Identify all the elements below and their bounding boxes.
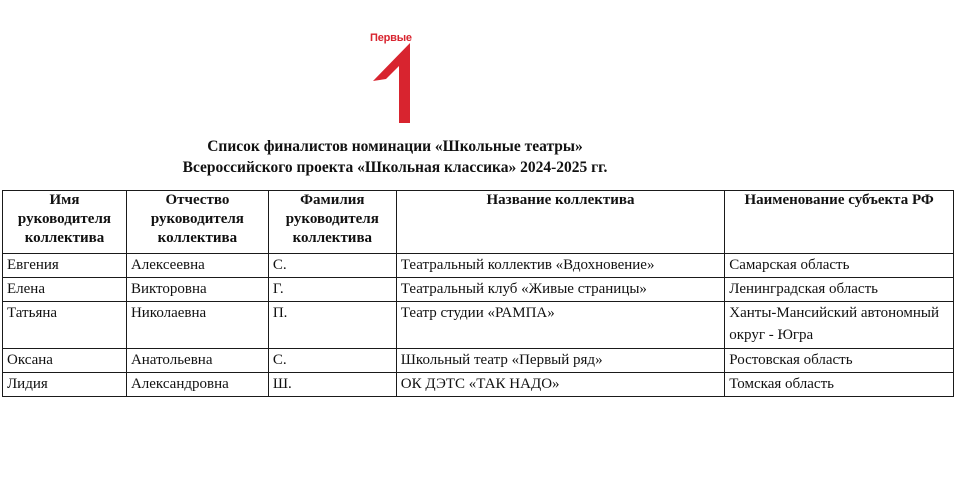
cell-region: Томская область xyxy=(725,373,954,397)
cell-surname: С. xyxy=(268,349,396,373)
cell-region: Ханты-Мансийский автономный округ - Югра xyxy=(725,302,954,349)
cell-patronymic: Алексеевна xyxy=(126,254,268,278)
cell-surname: С. xyxy=(268,254,396,278)
cell-first-name: Елена xyxy=(3,278,127,302)
cell-first-name: Лидия xyxy=(3,373,127,397)
table-header-row xyxy=(3,191,954,254)
cell-surname: П. xyxy=(268,302,396,349)
table-row xyxy=(3,302,954,349)
finalists-table xyxy=(2,190,954,397)
header-patronymic: Отчество руководителя коллектива xyxy=(126,191,268,254)
cell-patronymic: Викторовна xyxy=(126,278,268,302)
table-row xyxy=(3,254,954,278)
cell-patronymic: Николаевна xyxy=(126,302,268,349)
cell-collective-name: ОК ДЭТС «ТАК НАДО» xyxy=(396,373,724,397)
cell-collective-name: Театральный коллектив «Вдохновение» xyxy=(396,254,724,278)
cell-first-name: Татьяна xyxy=(3,302,127,349)
cell-collective-name: Театр студии «РАМПА» xyxy=(396,302,724,349)
cell-collective-name: Театральный клуб «Живые страницы» xyxy=(396,278,724,302)
title-line-2: Всероссийского проекта «Школьная классика» 2024-2025 гг. xyxy=(182,159,608,176)
organization-logo xyxy=(366,30,426,130)
document-title xyxy=(0,136,790,178)
cell-patronymic: Анатольевна xyxy=(126,349,268,373)
cell-surname: Г. xyxy=(268,278,396,302)
header-collective-name: Название коллектива xyxy=(396,191,724,254)
cell-surname: Ш. xyxy=(268,373,396,397)
table-row xyxy=(3,373,954,397)
cell-patronymic: Александровна xyxy=(126,373,268,397)
logo-one-mark-icon xyxy=(366,30,426,130)
cell-region: Самарская область xyxy=(725,254,954,278)
cell-first-name: Оксана xyxy=(3,349,127,373)
cell-collective-name: Школьный театр «Первый ряд» xyxy=(396,349,724,373)
cell-region: Ленинградская область xyxy=(725,278,954,302)
title-line-1: Список финалистов номинации «Школьные театры» xyxy=(207,138,583,155)
header-surname: Фамилия руководителя коллектива xyxy=(268,191,396,254)
table-row xyxy=(3,349,954,373)
header-first-name: Имя руководителя коллектива xyxy=(3,191,127,254)
cell-region: Ростовская область xyxy=(725,349,954,373)
header-region: Наименование субъекта РФ xyxy=(725,191,954,254)
table-row xyxy=(3,278,954,302)
logo-text: Первые xyxy=(370,32,412,44)
cell-first-name: Евгения xyxy=(3,254,127,278)
